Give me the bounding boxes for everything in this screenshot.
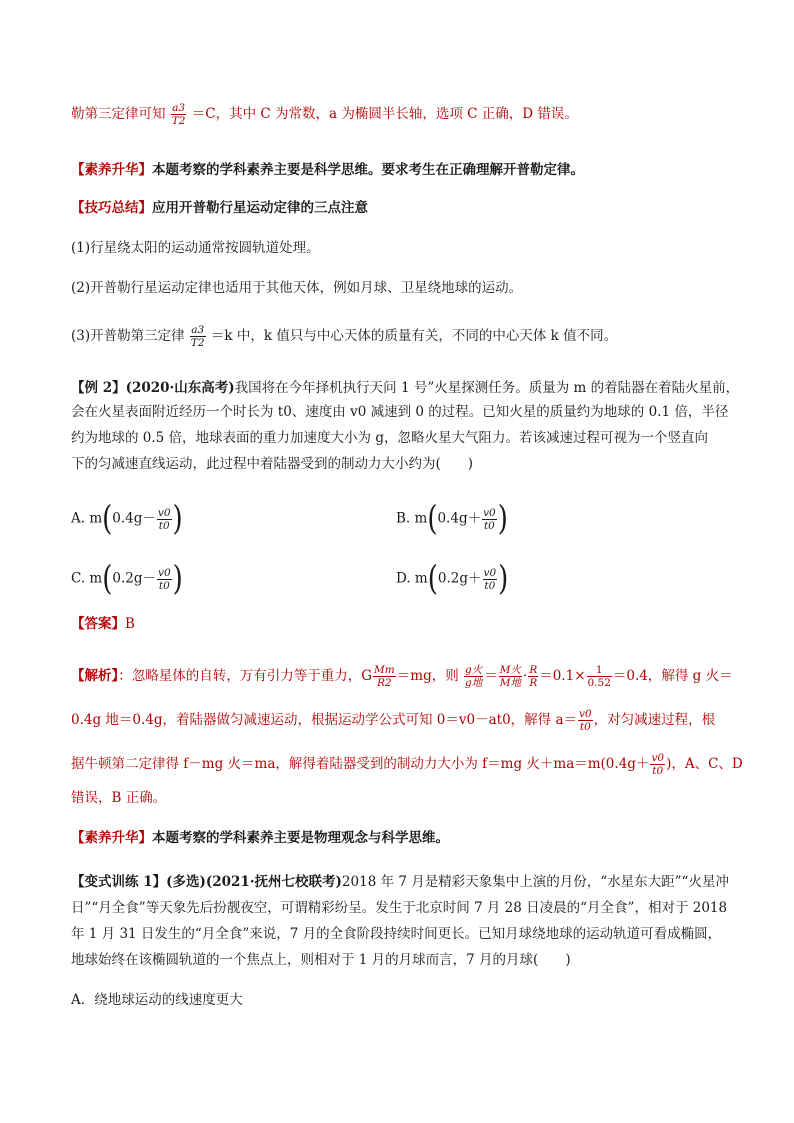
- example-tag: 【例 2】(2020·山东高考): [71, 380, 235, 396]
- text-segment: )，A、C、D: [666, 756, 743, 772]
- fraction-v0-t0: [483, 567, 498, 592]
- variant-exercise-line-1: [71, 872, 729, 892]
- option-label: D. m: [396, 570, 428, 587]
- fraction-mass-ratio: [499, 664, 522, 689]
- option-label: A. m: [71, 510, 103, 527]
- numerator: v0: [483, 506, 496, 519]
- text-segment: ，对匀减速过程，根: [593, 712, 716, 728]
- option-a: [71, 499, 183, 539]
- option-c: [71, 559, 183, 599]
- text-segment: ＝0.4，解得 g 火＝: [612, 668, 733, 684]
- option-b: [396, 499, 508, 539]
- numerator: g火: [465, 664, 483, 676]
- fraction-a3-t2: [171, 102, 187, 127]
- analysis-line-1: 【解析】：忽略星体的自转，万有引力等于重力，G $\frac{Mm}{R2}$ ＝mg，则 $\frac{\text{g火}}{\text{g地}}$ ＝ $\frac{\text{M火}}{\text{M地}}$ · $\frac{R}{R}$ ＝0.1× $\frac{1}{0.52}$ ＝0.4，解得 g 火＝: [71, 664, 733, 689]
- denominator: t0: [158, 519, 170, 532]
- right-paren: ): [172, 559, 183, 599]
- left-paren: (: [427, 559, 438, 599]
- example-2-line-1: [71, 378, 739, 398]
- literacy-note-2: [71, 828, 449, 848]
- variant-exercise-line-2: 日”“月全食”等天象先后扮靓夜空，可谓精彩纷呈。发生于北京时间 7 月 28 日凌晨的“月全食”，相对于 2018: [71, 900, 728, 916]
- fraction-radius-ratio: [528, 664, 538, 689]
- text-segment: ＝C，其中 C 为常数，a 为椭圆半长轴，选项 C 正确，D 错误。: [191, 106, 578, 122]
- denominator: 0.52: [587, 677, 611, 689]
- literacy-note-1: [71, 160, 584, 180]
- text-segment: (3)开普勒第三定律: [71, 328, 185, 344]
- example-2-line-2: 会在火星表面附近经历一个时长为 t0、速度由 v0 减速到 0 的过程。已知火星的质量约为地球的 0.1 倍，半径: [71, 404, 729, 420]
- numerator: v0: [651, 752, 665, 764]
- right-paren: ): [498, 559, 509, 599]
- left-paren: (: [102, 499, 113, 539]
- option-expression: 0.4g－: [112, 510, 156, 527]
- text-segment: 我国将在今年择机执行天问 1 号”火星探测任务。质量为 m 的着陆器在着陆火星前，: [234, 380, 740, 396]
- denominator: g地: [465, 677, 483, 689]
- right-paren: ): [172, 499, 183, 539]
- answer-line: [71, 614, 135, 634]
- denominator: M地: [499, 677, 522, 689]
- fraction-v0-t0: [157, 567, 172, 592]
- denominator: R: [529, 677, 538, 689]
- text-segment: 2018 年 7 月是精彩天象集中上演的月份，“水星东大距”“火星冲: [341, 874, 729, 890]
- fraction-v0-t0: [157, 507, 172, 532]
- left-paren: (: [102, 559, 113, 599]
- section-tag: 【素养升华】: [71, 830, 152, 846]
- option-label: C. m: [71, 570, 103, 587]
- numerator: 1: [587, 664, 612, 677]
- section-tag: 【技巧总结】: [71, 200, 152, 216]
- section-text: 应用开普勒行星运动定律的三点注意: [152, 200, 368, 216]
- example-2-line-4: 下的匀减速直线运动，此过程中着陆器受到的制动力大小约为( ): [71, 456, 474, 472]
- numerator: v0: [158, 566, 171, 579]
- numerator: v0: [157, 506, 171, 519]
- right-paren: ): [497, 499, 508, 539]
- denominator: t0: [579, 721, 591, 733]
- answer-value: B: [125, 616, 135, 632]
- example-2-line-3: 约为地球的 0.5 倍，地球表面的重力加速度大小为 g，忽略火星大气阻力。若该减速过程可视为一个竖直向: [71, 430, 708, 446]
- analysis-conclusion-line: [71, 102, 578, 127]
- denominator: T2: [171, 115, 186, 127]
- denominator: T2: [190, 337, 205, 349]
- fraction-v0-t0: [482, 507, 497, 532]
- denominator: t0: [652, 765, 664, 777]
- summary-point-2: (2)开普勒行星运动定律也适用于其他天体，例如月球、卫星绕地球的运动。: [71, 280, 523, 296]
- text-segment: ＝mg，则: [396, 668, 459, 684]
- option-d: [396, 559, 509, 599]
- variant-exercise-line-3: 年 1 月 31 日发生的“月全食”来说，7 月的全食阶段持续时间更长。已知月球绕地球的运动轨道可看成椭圆，: [71, 926, 722, 942]
- text-segment: 0.4g 地＝0.4g，着陆器做匀减速运动，根据运动学公式可知 0＝v0－at0，解得 a＝: [71, 712, 578, 728]
- option-expression: 0.2g－: [112, 570, 157, 587]
- fraction-mm-r2: [373, 664, 396, 689]
- numerator: a3: [191, 324, 205, 336]
- variant-option-a: A．绕地球运动的线速度更大: [71, 992, 243, 1008]
- denominator: R2: [377, 677, 392, 689]
- fraction-a3-t2: [190, 324, 206, 349]
- fraction-gmars-gearth: [464, 664, 483, 689]
- text-segment: ＝k 中，k 值只与中心天体的质量有关，不同的中心天体 k 值不同。: [210, 328, 618, 344]
- variant-exercise-line-4: 地球始终在该椭圆轨道的一个焦点上，则相对于 1 月的月球而言，7 月的月球( ): [71, 952, 571, 968]
- answer-tag: 【答案】: [71, 616, 125, 632]
- fraction-1-over-0.52: [587, 664, 612, 689]
- option-label: B. m: [396, 510, 428, 527]
- analysis-line-3: [71, 752, 743, 777]
- denominator: t0: [484, 579, 496, 592]
- section-text: 本题考察的学科素养主要是科学思维。要求考生在正确理解开普勒定律。: [152, 162, 584, 178]
- fraction-v0-t0: [578, 708, 593, 733]
- left-paren: (: [427, 499, 438, 539]
- numerator: v0: [579, 708, 592, 720]
- summary-point-3: [71, 324, 617, 349]
- numerator: M火: [499, 664, 522, 676]
- option-expression: 0.4g＋: [437, 510, 482, 527]
- section-text: 本题考察的学科素养主要是物理观念与科学思维。: [152, 830, 449, 846]
- text-segment: ＝0.1×: [539, 668, 586, 684]
- exercise-tag: 【变式训练 1】(多选)(2021·抚州七校联考): [71, 874, 342, 890]
- denominator: t0: [483, 519, 495, 532]
- denominator: t0: [158, 579, 170, 592]
- text-segment: 据牛顿第二定律得 f－mg 火＝ma，解得着陆器受到的制动力大小为 f＝mg 火＋ma＝m(0.4g＋: [71, 756, 650, 772]
- section-tag: 【素养升华】: [71, 162, 152, 178]
- fraction-v0-t0: [650, 752, 665, 777]
- summary-point-1: (1)行星绕太阳的运动通常按圆轨道处理。: [71, 240, 320, 256]
- analysis-line-4: 错误，B 正确。: [71, 790, 167, 806]
- analysis-tag: 【解析】: [71, 668, 119, 684]
- text-segment: 勒第三定律可知: [71, 106, 166, 122]
- numerator: a3: [172, 102, 186, 114]
- numerator: v0: [483, 566, 497, 579]
- numerator: Mm: [374, 664, 395, 676]
- text-segment: ：忽略星体的自转，万有引力等于重力，G: [118, 668, 373, 684]
- option-expression: 0.2g＋: [437, 570, 482, 587]
- numerator: R: [529, 664, 538, 676]
- analysis-line-2: [71, 708, 715, 733]
- skills-summary-heading: [71, 198, 368, 218]
